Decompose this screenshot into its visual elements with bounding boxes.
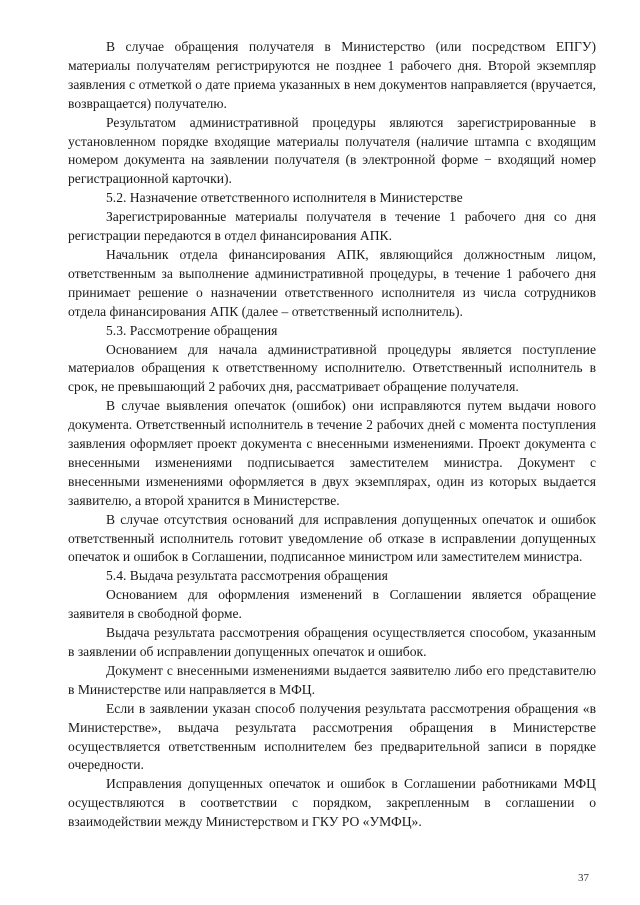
paragraph: Результатом административной процедуры являются зарегистрированные в установленном порядке входящие материалы получателя (наличие штампа с входящим номером документа на заявлении получателя (в электронной форме − входящий номер регистрационной карточки). <box>68 114 596 187</box>
paragraph: Если в заявлении указан способ получения результата рассмотрения обращения «в Министерстве», выдача результата рассмотрения обращения в Министерстве осуществляется ответственным исполнителем без предварительной записи в порядке очередности. <box>68 700 596 773</box>
section-heading: 5.3. Рассмотрение обращения <box>106 322 278 338</box>
paragraph: Документ с внесенными изменениями выдается заявителю либо его представителю в Министерстве или направляется в МФЦ. <box>68 662 596 697</box>
section-heading: 5.4. Выдача результата рассмотрения обращения <box>106 568 388 584</box>
paragraph: В случае обращения получателя в Министерство (или посредством ЕПГУ) материалы получателям регистрируются не позднее 1 рабочего дня. Второй экземпляр заявления с отметкой о дате приема указанных в нем документов направляется (вручается, возвращается) получателю. <box>68 39 596 111</box>
paragraph: В случае выявления опечаток (ошибок) они исправляются путем выдачи нового документа. Ответственный исполнитель в течение 2 рабочих дней с момента поступления заявления оформляет проект документа с внесенными изменениями. Проект документа с внесенными изменениями подписывается заместителем министра. Документ с внесенными изменениями оформляется в двух экземплярах, один из которых выдается заявителю, а второй хранится в Министерстве. <box>68 398 596 508</box>
paragraph: Исправления допущенных опечаток и ошибок в Соглашении работниками МФЦ осуществляются в соответствии с порядком, закрепленным в соглашении о взаимодействии между Министерством и ГКУ РО «УМФЦ». <box>68 776 596 830</box>
paragraph: Основанием для оформления изменений в Соглашении является обращение заявителя в свободной форме. <box>68 587 596 622</box>
section-heading: 5.2. Назначение ответственного исполнителя в Министерстве <box>106 190 463 206</box>
paragraph: Начальник отдела финансирования АПК, являющийся должностным лицом, ответственным за выполнение административной процедуры, в течение 1 рабочего дня принимает решение о назначении ответственного исполнителя из числа сотрудников отдела финансирования АПК (далее – ответственный исполнитель). <box>68 246 596 319</box>
page-number: 37 <box>578 872 589 884</box>
paragraph: Выдача результата рассмотрения обращения осуществляется способом, указанным в заявлении об исправлении допущенных опечаток и ошибок. <box>68 625 596 659</box>
paragraph: В случае отсутствия оснований для исправления допущенных опечаток и ошибок ответственный исполнитель готовит уведомление об отказе в исправлении допущенных опечаток и ошибок в Соглашении, подписанное министром или заместителем министра. <box>68 511 596 565</box>
paragraph: Зарегистрированные материалы получателя в течение 1 рабочего дня со дня регистрации передаются в отдел финансирования АПК. <box>68 209 596 244</box>
paragraph: Основанием для начала административной процедуры является поступление материалов обращения к ответственному исполнителю. Ответственный исполнитель в срок, не превышающий 2 рабочих дня, рассматривает обращение получателя. <box>68 341 596 395</box>
document-body <box>68 38 596 832</box>
